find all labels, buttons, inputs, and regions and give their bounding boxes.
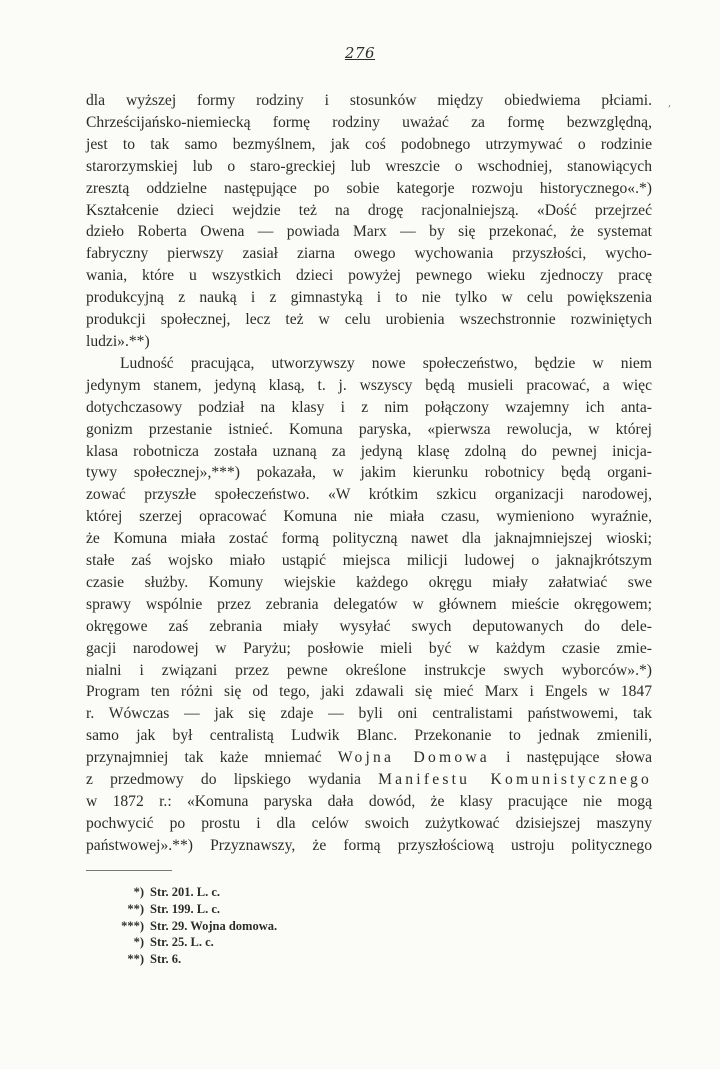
text-line: produkcji społecznej, lecz też w celu urobienia wszechstronnie rozwiniętych: [86, 311, 652, 329]
text-line: czasie służby. Komuny wiejskie każdego okręgu miały załatwiać swe: [86, 573, 652, 591]
text-line: wania, które u wszystkich dzieci powyżej pewnego wieku zjednoczy pracę: [86, 267, 652, 285]
footnote: [118, 901, 277, 918]
text-line: zować przyszłe społeczeństwo. «W krótkim szkicu organizacji narodowej,: [86, 486, 652, 504]
text-line: jedynym stanem, jedyną klasą, t. j. wszyscy będą musieli pracować, a więc: [86, 376, 652, 394]
footnote-mark: *): [133, 935, 144, 950]
footnote: [118, 884, 277, 901]
text-line: starorzymskiej lub o staro-greckiej lub wreszcie o wschodniej, stanowiących: [86, 157, 652, 175]
text-line: Ludność pracująca, utworzywszy nowe społeczeństwo, będzie w niem: [120, 354, 652, 372]
footnote-mark: **): [127, 901, 144, 916]
text-line: której szerzej opracować Komuna nie miała czasu, wymieniono wyraźnie,: [86, 508, 652, 526]
footnotes: [118, 884, 277, 968]
text-line: r. Wówczas — jak się zdaje — byli oni centralistami państwowemi, tak: [86, 705, 652, 723]
text-line: produkcyjną z nauką i z gimnastyką i to nie tylko w celu powiększenia: [86, 289, 652, 307]
text-line: samo jak był centralistą Ludwik Blanc. Przekonanie to jednak zmienili,: [86, 727, 652, 745]
footnote-divider: [86, 870, 172, 871]
text-line: ludzi».**): [86, 332, 150, 350]
footnote-text: Str. 25. L. c.: [150, 935, 214, 950]
text-line: w 1872 r.: «Komuna paryska dała dowód, że klasy pracujące nie mogą: [86, 793, 652, 810]
paragraph: [86, 353, 652, 857]
text-line: państwowej».**) Przyznawszy, że formą przyszłościową ustroju politycznego: [86, 836, 652, 854]
text-line: tywy społecznej»,***) pokazała, w jakim kierunku robotnicy będą organi-: [86, 464, 652, 482]
text-line: dla wyższej formy rodziny i stosunków między obiedwiema płciami.: [86, 92, 652, 109]
text-line: zresztą oddzielne następujące po sobie kategorje rozwoju historycznego«.*): [86, 179, 652, 197]
page-number: 276: [344, 44, 376, 62]
text-line: gacji narodowej w Paryżu; posłowie mieli być w każdym czasie zmie-: [86, 639, 652, 657]
text-line: nialni i związani przez pewne określone instrukcje swych wyborców».*): [86, 661, 652, 679]
text-line: Program ten różni się od tego, jaki zdawali się mieć Marx i Engels w 1847: [86, 683, 652, 701]
text-line: dzieło Roberta Owena — powiada Marx — by się przekonać, że systemat: [86, 223, 652, 241]
text-line: przynajmniej tak każe mniemać Wojna Domowa i następujące słowa: [86, 749, 652, 767]
text-line: że Komuna miała zostać formą polityczną nawet dla jaknajmniejszej wioski;: [86, 530, 652, 548]
text-line: okręgowe zaś zebrania miały wysyłać swych deputowanych do dele-: [86, 617, 652, 635]
text-line: stałe zaś wojsko miało ustąpić miejsca milicji ludowej o jaknajkrótszym: [86, 552, 652, 570]
paragraph: [86, 90, 652, 353]
footnote-text: Str. 199. L. c.: [150, 901, 221, 916]
footnote: [118, 951, 277, 968]
footnote: [118, 918, 277, 935]
footnote-text: Str. 29. Wojna domowa.: [150, 918, 278, 933]
footnote-text: Str. 6.: [150, 952, 182, 967]
text-line: z przedmowy do lipskiego wydania Manifestu Komunistycznego: [86, 771, 652, 789]
text-line: jest to tak samo bezmyślnem, jak coś podobnego utrzymywać o rodzinie: [86, 135, 652, 153]
text-line: Chrześcijańsko-niemiecką formę rodziny uważać za formę bezwzględną,: [86, 113, 652, 131]
text-line: dotychczasowy podział na klasy i z nim połączony wzajemny ich anta-: [86, 398, 652, 416]
text-line: pochwycić po prostu i dla celów swoich zużytkować dzisiejszej maszyny: [86, 814, 652, 832]
footnote: [118, 934, 277, 951]
margin-mark: ,: [668, 98, 672, 109]
footnote-mark: ***): [121, 918, 144, 933]
spaced-title: Wojna Domowa: [337, 749, 490, 767]
text-line: fabryczny pierwszy zasiał ziarna owego wychowania przyszłości, wycho-: [86, 245, 652, 263]
footnote-text: Str. 201. L. c.: [150, 885, 221, 899]
footnote-mark: **): [127, 952, 144, 967]
text-line: gonizm przestanie istnieć. Komuna paryska, «pierwsza rewolucja, w której: [86, 420, 652, 438]
footnote-mark: *): [133, 885, 144, 899]
text-line: sprawy wspólnie przez zebrania delegatów w głównem mieście okręgowem;: [86, 595, 652, 613]
text-line: Kształcenie dzieci wejdzie też na drogę racjonalniejszą. «Dość przejrzeć: [86, 201, 652, 219]
text-line: klasa robotnicza została uznaną za jedyną klasę zdolną do pewnej inicja-: [86, 442, 652, 460]
spaced-title: Manifestu Komunistycznego: [378, 771, 652, 789]
body-text: [86, 90, 652, 857]
